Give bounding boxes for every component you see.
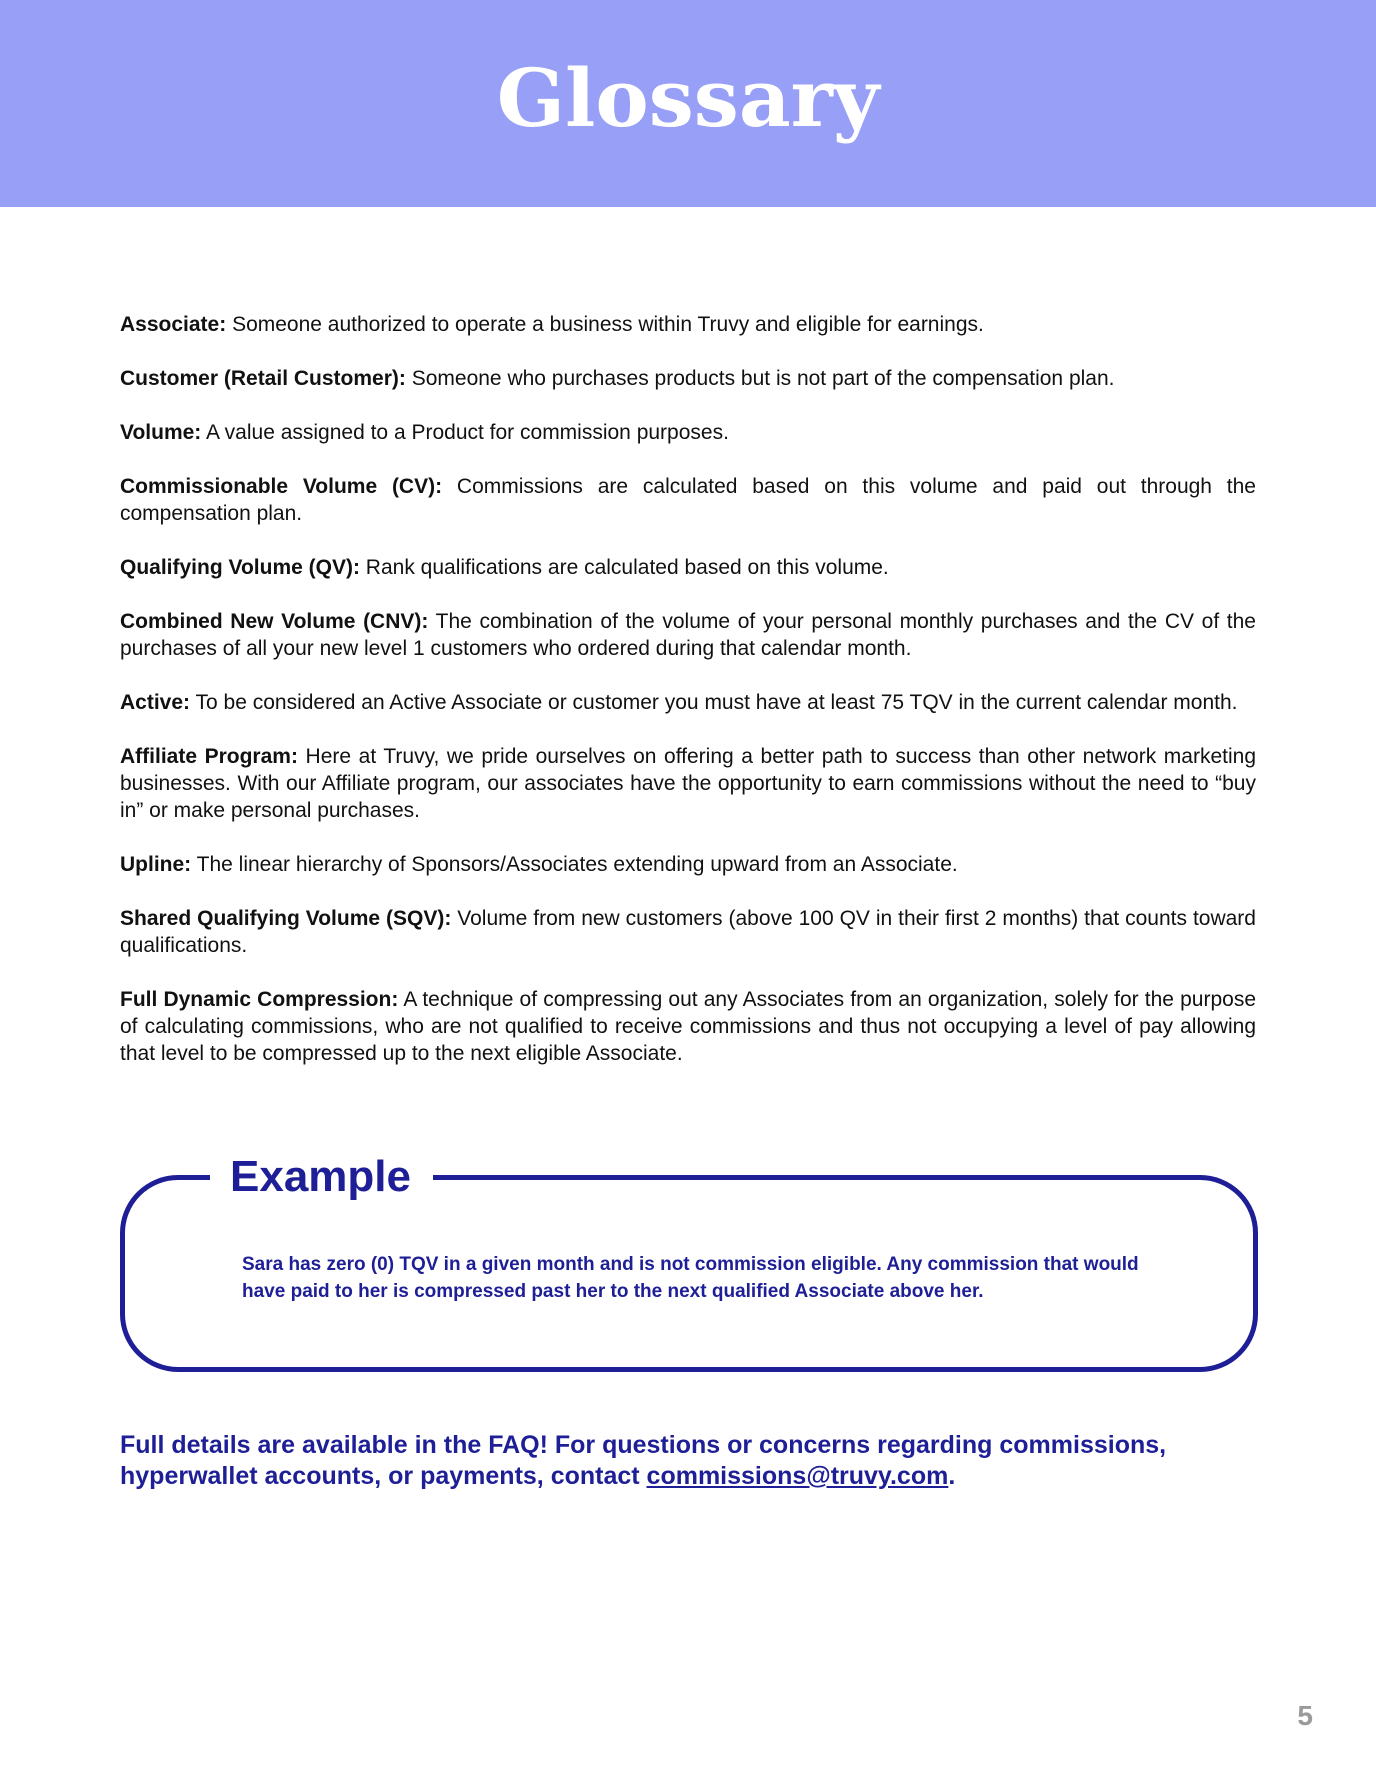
glossary-entry — [120, 365, 1256, 392]
glossary-definition: Someone authorized to operate a business within Truvy and eligible for earnings. — [232, 313, 984, 336]
glossary-entry — [120, 311, 1256, 338]
glossary-entry — [120, 743, 1256, 824]
page-title: Glossary — [496, 51, 880, 145]
glossary-entry — [120, 689, 1256, 716]
glossary-entry — [120, 986, 1256, 1067]
glossary-term: Affiliate Program: — [120, 745, 298, 768]
header-band — [0, 0, 1376, 207]
glossary-entry — [120, 608, 1256, 662]
glossary-term: Combined New Volume (CNV): — [120, 610, 429, 633]
glossary-definition: A value assigned to a Product for commission purposes. — [205, 421, 729, 444]
glossary-term: Customer (Retail Customer): — [120, 367, 406, 390]
glossary-entry — [120, 851, 1256, 878]
glossary-term: Associate: — [120, 313, 227, 336]
glossary-definition: Someone who purchases products but is not part of the compensation plan. — [411, 367, 1115, 390]
glossary-term: Full Dynamic Compression: — [120, 988, 399, 1011]
footer-note — [120, 1430, 1260, 1492]
glossary-definition: The linear hierarchy of Sponsors/Associates extending upward from an Associate. — [196, 853, 958, 876]
glossary-term: Shared Qualifying Volume (SQV): — [120, 907, 452, 930]
glossary-definition: The combination of the volume of your personal monthly purchases and the CV of the purchases of all your new level 1 customers who ordered during that calendar month. — [120, 610, 1256, 660]
glossary-definition: A technique of compressing out any Associates from an organization, solely for the purpose of calculating commissions, who are not qualified to receive commissions and thus not occupying a level of pay allowing that level to be compressed up to the next eligible Associate. — [120, 988, 1256, 1065]
footer-text: Full details are available in the FAQ! For questions or concerns regarding commissions, hyperwallet accounts, or payments, contact — [120, 1431, 1167, 1490]
glossary-definition: Commissions are calculated based on this volume and paid out through the compensation plan. — [120, 475, 1256, 525]
glossary-definition: Rank qualifications are calculated based on this volume. — [365, 556, 889, 579]
glossary-entry — [120, 473, 1256, 527]
glossary-entry — [120, 905, 1256, 959]
page-number: 5 — [1297, 1700, 1313, 1731]
glossary-term: Qualifying Volume (QV): — [120, 556, 360, 579]
glossary-definition: To be considered an Active Associate or customer you must have at least 75 TQV in the current calendar month. — [195, 691, 1238, 714]
glossary-definition: Volume from new customers (above 100 QV in their first 2 months) that counts toward qualifications. — [120, 907, 1256, 957]
glossary-term: Commissionable Volume (CV): — [120, 475, 443, 498]
commissions-email-link[interactable]: commissions@truvy.com — [646, 1462, 949, 1490]
example-title: Example — [210, 1148, 433, 1206]
glossary-entry — [120, 419, 1256, 446]
glossary-term: Volume: — [120, 421, 202, 444]
glossary-definition: Here at Truvy, we pride ourselves on offering a better path to success than other network marketing businesses. With our Affiliate program, our associates have the opportunity to earn commissions without the need to “buy in” or make personal purchases. — [120, 745, 1256, 822]
glossary-list — [120, 311, 1256, 1067]
footer-period: . — [948, 1462, 956, 1490]
glossary-entry — [120, 554, 1256, 581]
example-text: Sara has zero (0) TQV in a given month and is not commission eligible. Any commission that would have paid to her is compressed past her to the next qualified Associate above her. — [242, 1254, 1139, 1302]
glossary-term: Upline: — [120, 853, 192, 876]
glossary-term: Active: — [120, 691, 191, 714]
